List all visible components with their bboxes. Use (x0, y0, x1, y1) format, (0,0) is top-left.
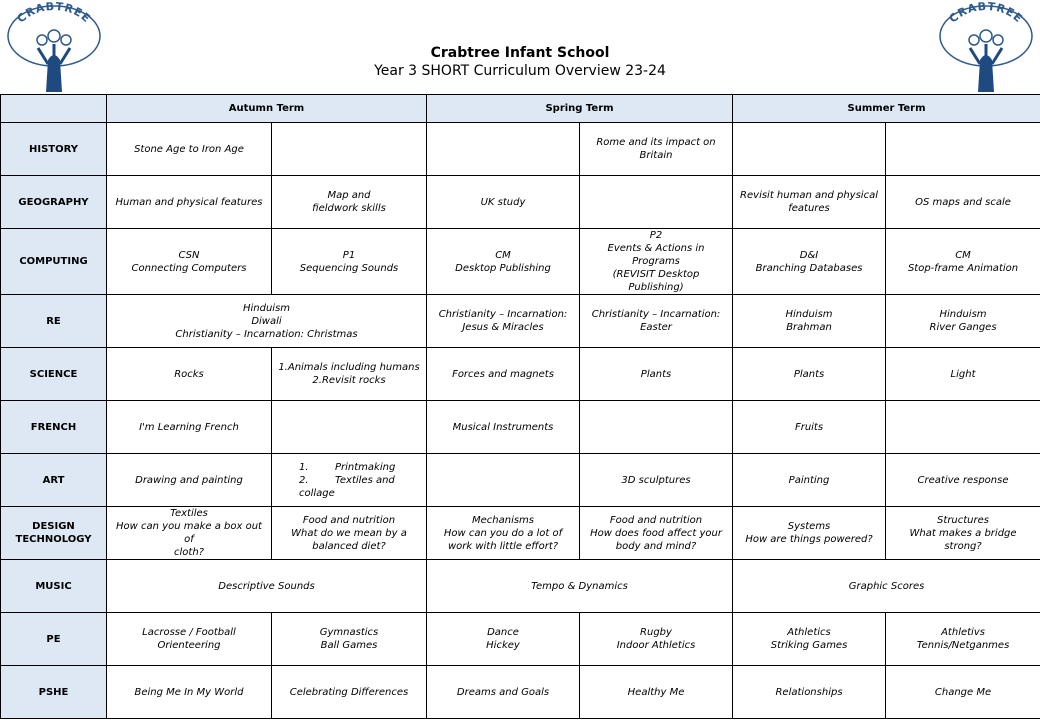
row-history (1, 123, 1040, 176)
subject-label: SCIENCE (1, 348, 107, 401)
cell-geography-spring-2 (580, 176, 733, 229)
cell-line: Orienteering (157, 640, 221, 651)
cell-geography-summer-2 (886, 176, 1040, 229)
cell-line: Easter (640, 322, 672, 333)
term-header-row (1, 95, 1040, 123)
cell-dt-spring-2 (580, 507, 733, 560)
svg-text:CRABTREE (947, 2, 1026, 26)
subject-label (1, 507, 107, 560)
cell-computing-summer-1 (733, 229, 886, 295)
row-art (1, 454, 1040, 507)
cell-line: Celebrating Differences (289, 686, 409, 698)
row-design-technology (1, 507, 1040, 560)
cell-line: Map and (327, 190, 371, 201)
cell-pe-summer-1 (733, 613, 886, 666)
cell-line: Fruits (794, 421, 824, 433)
cell-line: P1 (342, 249, 356, 261)
cell-line: D&I (799, 249, 819, 261)
subject-label: PSHE (1, 666, 107, 719)
cell-line: Britain (639, 150, 673, 161)
cell-line: CM (495, 249, 511, 261)
cell-line: Branching Databases (755, 262, 863, 274)
cell-line: Food and nutrition (302, 514, 396, 526)
cell-line: Athletivs (941, 627, 985, 638)
cell-line: Sequencing Sounds (299, 262, 399, 274)
svg-text:CRABTREE (15, 2, 94, 26)
cell-french-summer-2 (886, 401, 1040, 454)
cell-art-spring-1 (427, 454, 580, 507)
term-header-summer: Summer Term (733, 95, 1040, 123)
cell-computing-autumn-1 (107, 229, 272, 295)
cell-line: Systems (787, 521, 831, 532)
cell-history-spring-1 (427, 123, 580, 176)
cell-line: Events & Actions in (607, 243, 705, 254)
cell-line: Christianity – Incarnation: Christmas (175, 328, 358, 340)
cell-line: Dance (487, 627, 519, 638)
cell-line: Publishing) (628, 282, 684, 293)
term-header-spring: Spring Term (427, 95, 733, 123)
cell-line: Christianity – Incarnation: (438, 309, 568, 320)
cell-line: (REVISIT Desktop (612, 269, 700, 280)
cell-art-summer-1 (733, 454, 886, 507)
cell-pe-summer-2 (886, 613, 1040, 666)
row-pshe (1, 666, 1040, 719)
cell-line: River Ganges (929, 322, 997, 333)
cell-line: work with little effort? (447, 540, 559, 552)
curriculum-table (0, 94, 1040, 719)
cell-line: Revisit human and physical (740, 190, 878, 201)
cell-line: balanced diet? (312, 540, 386, 552)
cell-line: Athletics (787, 627, 831, 638)
cell-line: Plants (793, 368, 825, 380)
cell-line: Hinduism (939, 309, 987, 320)
cell-line: Programs (632, 256, 680, 267)
cell-geography-autumn-1 (107, 176, 272, 229)
cell-dt-spring-1 (427, 507, 580, 560)
row-french (1, 401, 1040, 454)
subject-label: MUSIC (1, 560, 107, 613)
cell-science-spring-1 (427, 348, 580, 401)
cell-line: Dreams and Goals (456, 686, 550, 698)
header-corner-cell (1, 95, 107, 123)
row-re (1, 295, 1040, 348)
cell-re-spring-1 (427, 295, 580, 348)
numbered-item: 2. Textiles and collage (299, 474, 395, 499)
cell-line: Gymnastics (319, 627, 379, 638)
cell-line: Striking Games (770, 640, 848, 651)
cell-line: What makes a bridge (909, 527, 1017, 539)
cell-line: Rocks (174, 368, 204, 380)
cell-pe-spring-1 (427, 613, 580, 666)
cell-art-spring-2 (580, 454, 733, 507)
cell-science-autumn-1 (107, 348, 272, 401)
cell-dt-autumn-1 (107, 507, 272, 560)
cell-pshe-autumn-1 (107, 666, 272, 719)
subject-label: GEOGRAPHY (1, 176, 107, 229)
cell-line: 1.Animals including humans (278, 362, 420, 373)
cell-line: How can you do a lot of (443, 527, 563, 539)
cell-pe-spring-2 (580, 613, 733, 666)
cell-line: Plants (640, 368, 672, 380)
cell-line: features (788, 203, 830, 214)
row-geography (1, 176, 1040, 229)
cell-line: TECHNOLOGY (15, 534, 92, 545)
cell-art-autumn-1 (107, 454, 272, 507)
cell-line: Musical Instruments (452, 421, 554, 433)
cell-line: Hinduism (242, 302, 291, 314)
cell-line: I'm Learning French (139, 421, 239, 433)
cell-dt-summer-1 (733, 507, 886, 560)
cell-line: 2.Revisit rocks (312, 375, 386, 386)
row-pe (1, 613, 1040, 666)
cell-music-autumn: Descriptive Sounds (107, 560, 427, 613)
cell-line: Rome and its impact on (596, 137, 716, 148)
cell-line: fieldwork skills (312, 203, 386, 214)
cell-line: Christianity – Incarnation: (591, 309, 721, 320)
row-computing (1, 229, 1040, 295)
cell-line: Stone Age to Iron Age (134, 143, 244, 155)
cell-line: How does food affect your (590, 527, 722, 539)
cell-line: Textiles (170, 508, 208, 519)
subject-label: FRENCH (1, 401, 107, 454)
cell-history-summer-2 (886, 123, 1040, 176)
cell-line: Being Me In My World (134, 686, 244, 698)
cell-line: Human and physical features (115, 196, 263, 208)
cell-line: Rugby (640, 627, 672, 638)
cell-pshe-autumn-2 (272, 666, 427, 719)
document-subtitle: Year 3 SHORT Curriculum Overview 23-24 (374, 63, 666, 79)
cell-line: strong? (944, 540, 982, 552)
cell-computing-spring-1 (427, 229, 580, 295)
cell-pshe-spring-1 (427, 666, 580, 719)
cell-pshe-summer-2 (886, 666, 1040, 719)
cell-dt-autumn-2 (272, 507, 427, 560)
cell-line: Stop-frame Animation (907, 262, 1019, 274)
cell-line: Change Me (934, 686, 992, 698)
subject-label: ART (1, 454, 107, 507)
cell-music-summer: Graphic Scores (733, 560, 1040, 613)
cell-line: Desktop Publishing (455, 262, 551, 274)
cell-french-spring-1 (427, 401, 580, 454)
cell-french-summer-1 (733, 401, 886, 454)
cell-line: How are things powered? (745, 534, 873, 545)
cell-line: Structures (937, 514, 989, 526)
cell-line: Tennis/Netganmes (916, 640, 1010, 651)
cell-geography-summer-1 (733, 176, 886, 229)
cell-line: Relationships (775, 686, 843, 698)
cell-line: Ball Games (320, 640, 378, 651)
cell-line: Light (950, 368, 976, 380)
logo-text: CRABTREE (14, 2, 94, 26)
cell-line: Forces and magnets (452, 368, 554, 380)
cell-history-spring-2 (580, 123, 733, 176)
school-name: Crabtree Infant School (430, 45, 610, 61)
cell-line: Creative response (917, 474, 1009, 486)
row-music (1, 560, 1040, 613)
cell-line: Diwali (251, 315, 282, 327)
cell-line: Mechanisms (471, 514, 535, 526)
cell-science-spring-2 (580, 348, 733, 401)
cell-line: Hickey (486, 640, 520, 651)
cell-re-summer-2 (886, 295, 1040, 348)
cell-line: How can you make a box out of (116, 521, 262, 545)
cell-line: Brahman (786, 322, 832, 333)
cell-line: Jesus & Miracles (462, 322, 544, 333)
cell-french-autumn-1 (107, 401, 272, 454)
cell-history-autumn-2 (272, 123, 427, 176)
cell-line: Indoor Athletics (616, 640, 696, 651)
cell-line: cloth? (174, 547, 204, 558)
cell-computing-spring-2 (580, 229, 733, 295)
cell-computing-summer-2 (886, 229, 1040, 295)
cell-music-spring: Tempo & Dynamics (427, 560, 733, 613)
cell-line: What do we mean by a (291, 527, 407, 539)
cell-line: Lacrosse / Football (142, 627, 236, 638)
cell-line: Connecting Computers (131, 262, 247, 274)
cell-line: Healthy Me (627, 686, 685, 698)
cell-french-autumn-2 (272, 401, 427, 454)
cell-art-summer-2 (886, 454, 1040, 507)
cell-line: Drawing and painting (135, 474, 243, 486)
cell-re-autumn (107, 295, 427, 348)
cell-pshe-summer-1 (733, 666, 886, 719)
numbered-item: 1. Printmaking (299, 461, 396, 473)
term-header-autumn: Autumn Term (107, 95, 427, 123)
cell-line: CM (955, 249, 971, 261)
cell-re-summer-1 (733, 295, 886, 348)
cell-science-summer-1 (733, 348, 886, 401)
cell-line: OS maps and scale (915, 196, 1011, 208)
cell-line: P2 (649, 230, 663, 241)
subject-label: HISTORY (1, 123, 107, 176)
title-block (0, 44, 1040, 80)
logo-text: CRABTREE (946, 2, 1026, 26)
cell-pe-autumn-2 (272, 613, 427, 666)
cell-line: UK study (480, 196, 526, 208)
subject-label: RE (1, 295, 107, 348)
row-science (1, 348, 1040, 401)
cell-science-autumn-2 (272, 348, 427, 401)
cell-geography-spring-1 (427, 176, 580, 229)
cell-re-spring-2 (580, 295, 733, 348)
cell-history-summer-1 (733, 123, 886, 176)
cell-line: DESIGN (32, 521, 75, 532)
cell-art-autumn-2 (272, 454, 427, 507)
cell-science-summer-2 (886, 348, 1040, 401)
cell-french-spring-2 (580, 401, 733, 454)
subject-label: PE (1, 613, 107, 666)
cell-dt-summer-2 (886, 507, 1040, 560)
cell-history-autumn-1 (107, 123, 272, 176)
cell-computing-autumn-2 (272, 229, 427, 295)
cell-line: Hinduism (785, 309, 833, 320)
subject-label: COMPUTING (1, 229, 107, 295)
cell-pe-autumn-1 (107, 613, 272, 666)
cell-line: body and mind? (615, 540, 697, 552)
cell-geography-autumn-2 (272, 176, 427, 229)
cell-line: 3D sculptures (621, 474, 691, 486)
cell-pshe-spring-2 (580, 666, 733, 719)
cell-line: Food and nutrition (609, 514, 703, 526)
cell-line: Painting (788, 474, 830, 486)
cell-line: CSN (178, 249, 200, 261)
